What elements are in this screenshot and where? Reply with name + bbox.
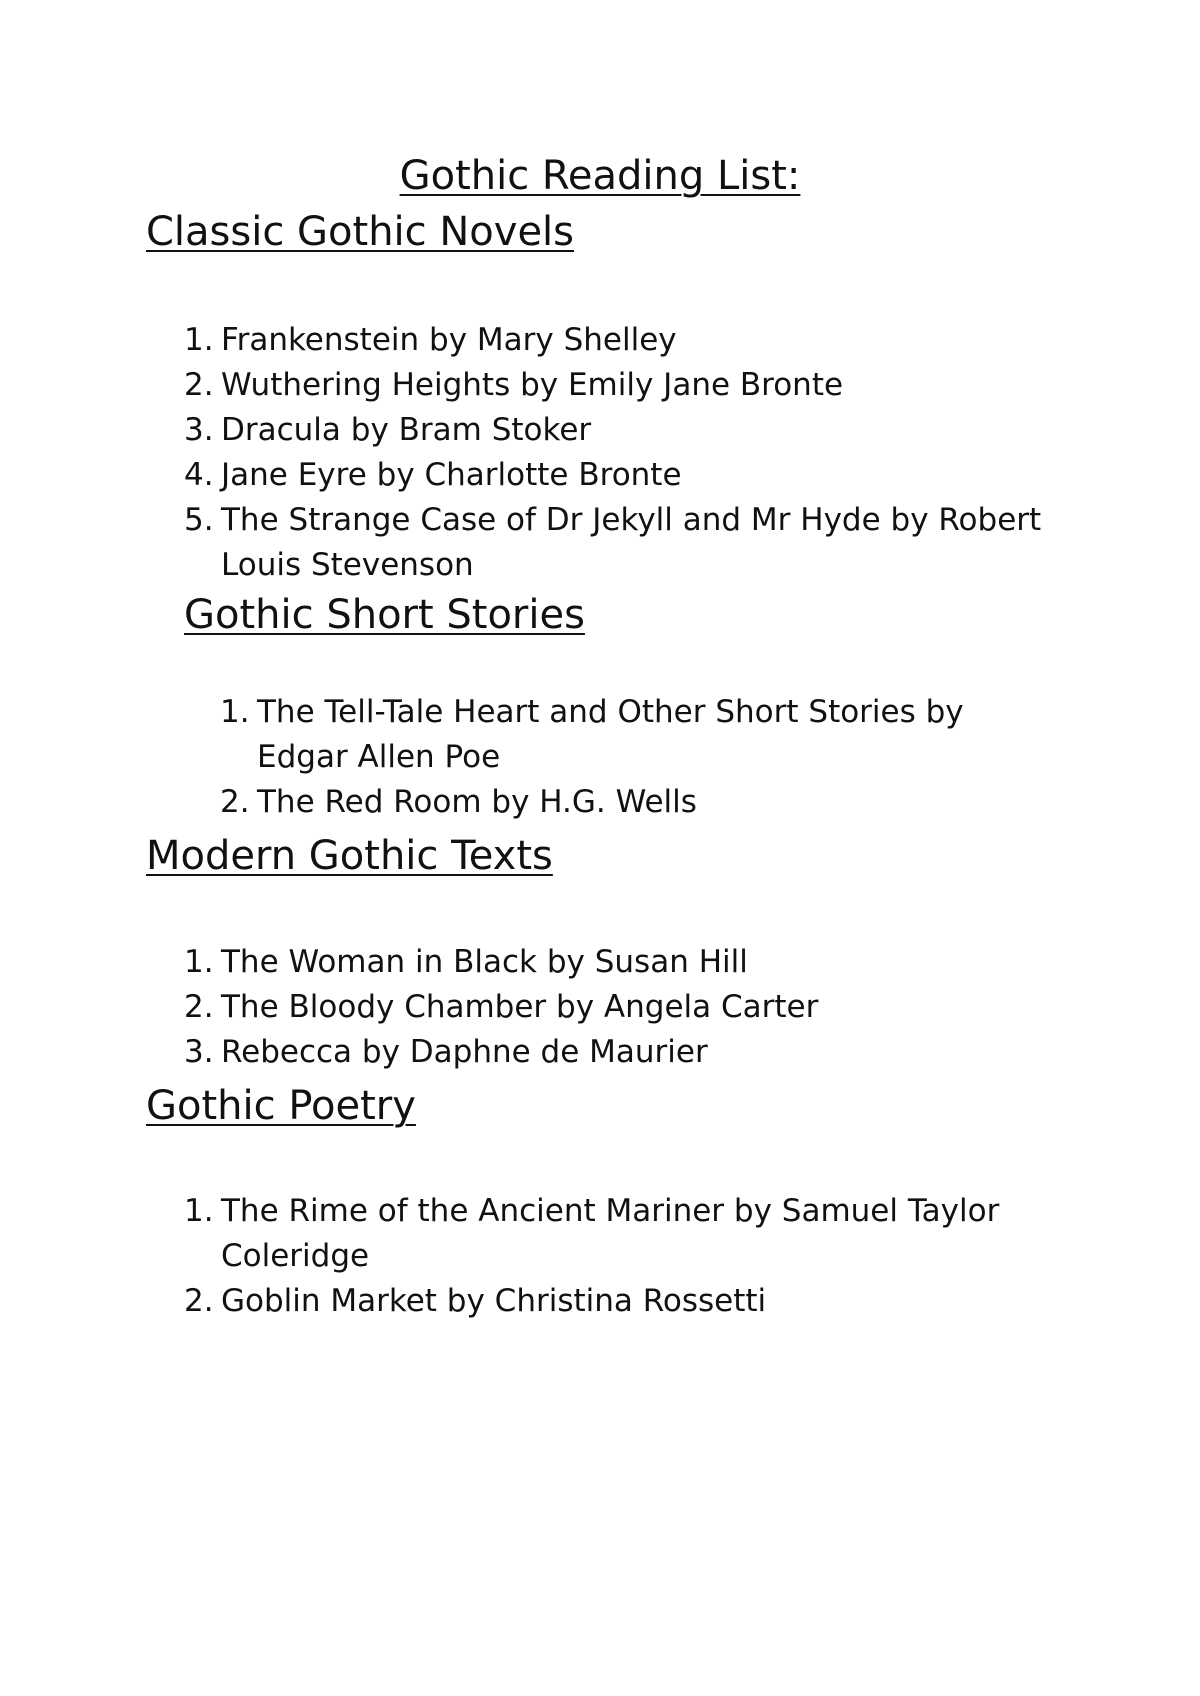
list-number: 3. (184, 1034, 214, 1070)
section-heading-gothic-poetry: Gothic Poetry (146, 1083, 416, 1129)
list-number: 1. (184, 1193, 214, 1229)
section-heading-modern-gothic-texts: Modern Gothic Texts (146, 833, 553, 879)
list-item (184, 985, 1064, 1030)
book-title: The Strange Case of Dr Jekyll and Mr Hyde by Robert Louis Stevenson (221, 502, 1042, 583)
list-number: 5. (184, 502, 214, 538)
list-item (184, 1030, 1064, 1075)
list-item (184, 363, 1064, 408)
section-heading-gothic-short-stories: Gothic Short Stories (184, 592, 585, 638)
list-item (220, 690, 1020, 780)
book-title: Frankenstein by Mary Shelley (221, 322, 677, 358)
book-title: Goblin Market by Christina Rossetti (221, 1283, 767, 1319)
list-item (184, 318, 1064, 363)
list-item (220, 780, 1020, 825)
book-title: The Tell-Tale Heart and Other Short Stories by Edgar Allen Poe (257, 694, 964, 775)
list-number: 2. (220, 784, 250, 820)
list-item (184, 498, 1064, 588)
book-title: The Red Room by H.G. Wells (257, 784, 697, 820)
book-title: The Bloody Chamber by Angela Carter (221, 989, 819, 1025)
list-number: 2. (184, 367, 214, 403)
gothic-poetry-list (184, 1189, 1004, 1324)
book-title: Dracula by Bram Stoker (221, 412, 592, 448)
modern-gothic-texts-list (184, 940, 1064, 1075)
book-title: Wuthering Heights by Emily Jane Bronte (221, 367, 844, 403)
section-heading-classic-gothic-novels: Classic Gothic Novels (146, 209, 575, 255)
book-title: Jane Eyre by Charlotte Bronte (221, 457, 682, 493)
gothic-short-stories-list (220, 690, 1020, 825)
list-item (184, 1279, 1004, 1324)
book-title: The Woman in Black by Susan Hill (221, 944, 748, 980)
list-number: 1. (220, 694, 250, 730)
classic-gothic-novels-list (184, 318, 1064, 588)
list-item (184, 453, 1064, 498)
page-title: Gothic Reading List: (399, 153, 801, 199)
list-number: 2. (184, 989, 214, 1025)
list-item (184, 940, 1064, 985)
list-number: 3. (184, 412, 214, 448)
book-title: Rebecca by Daphne de Maurier (221, 1034, 708, 1070)
list-item (184, 408, 1064, 453)
list-number: 2. (184, 1283, 214, 1319)
list-item (184, 1189, 1004, 1279)
list-number: 1. (184, 944, 214, 980)
book-title: The Rime of the Ancient Mariner by Samuel Taylor Coleridge (221, 1193, 1000, 1274)
list-number: 4. (184, 457, 214, 493)
list-number: 1. (184, 322, 214, 358)
